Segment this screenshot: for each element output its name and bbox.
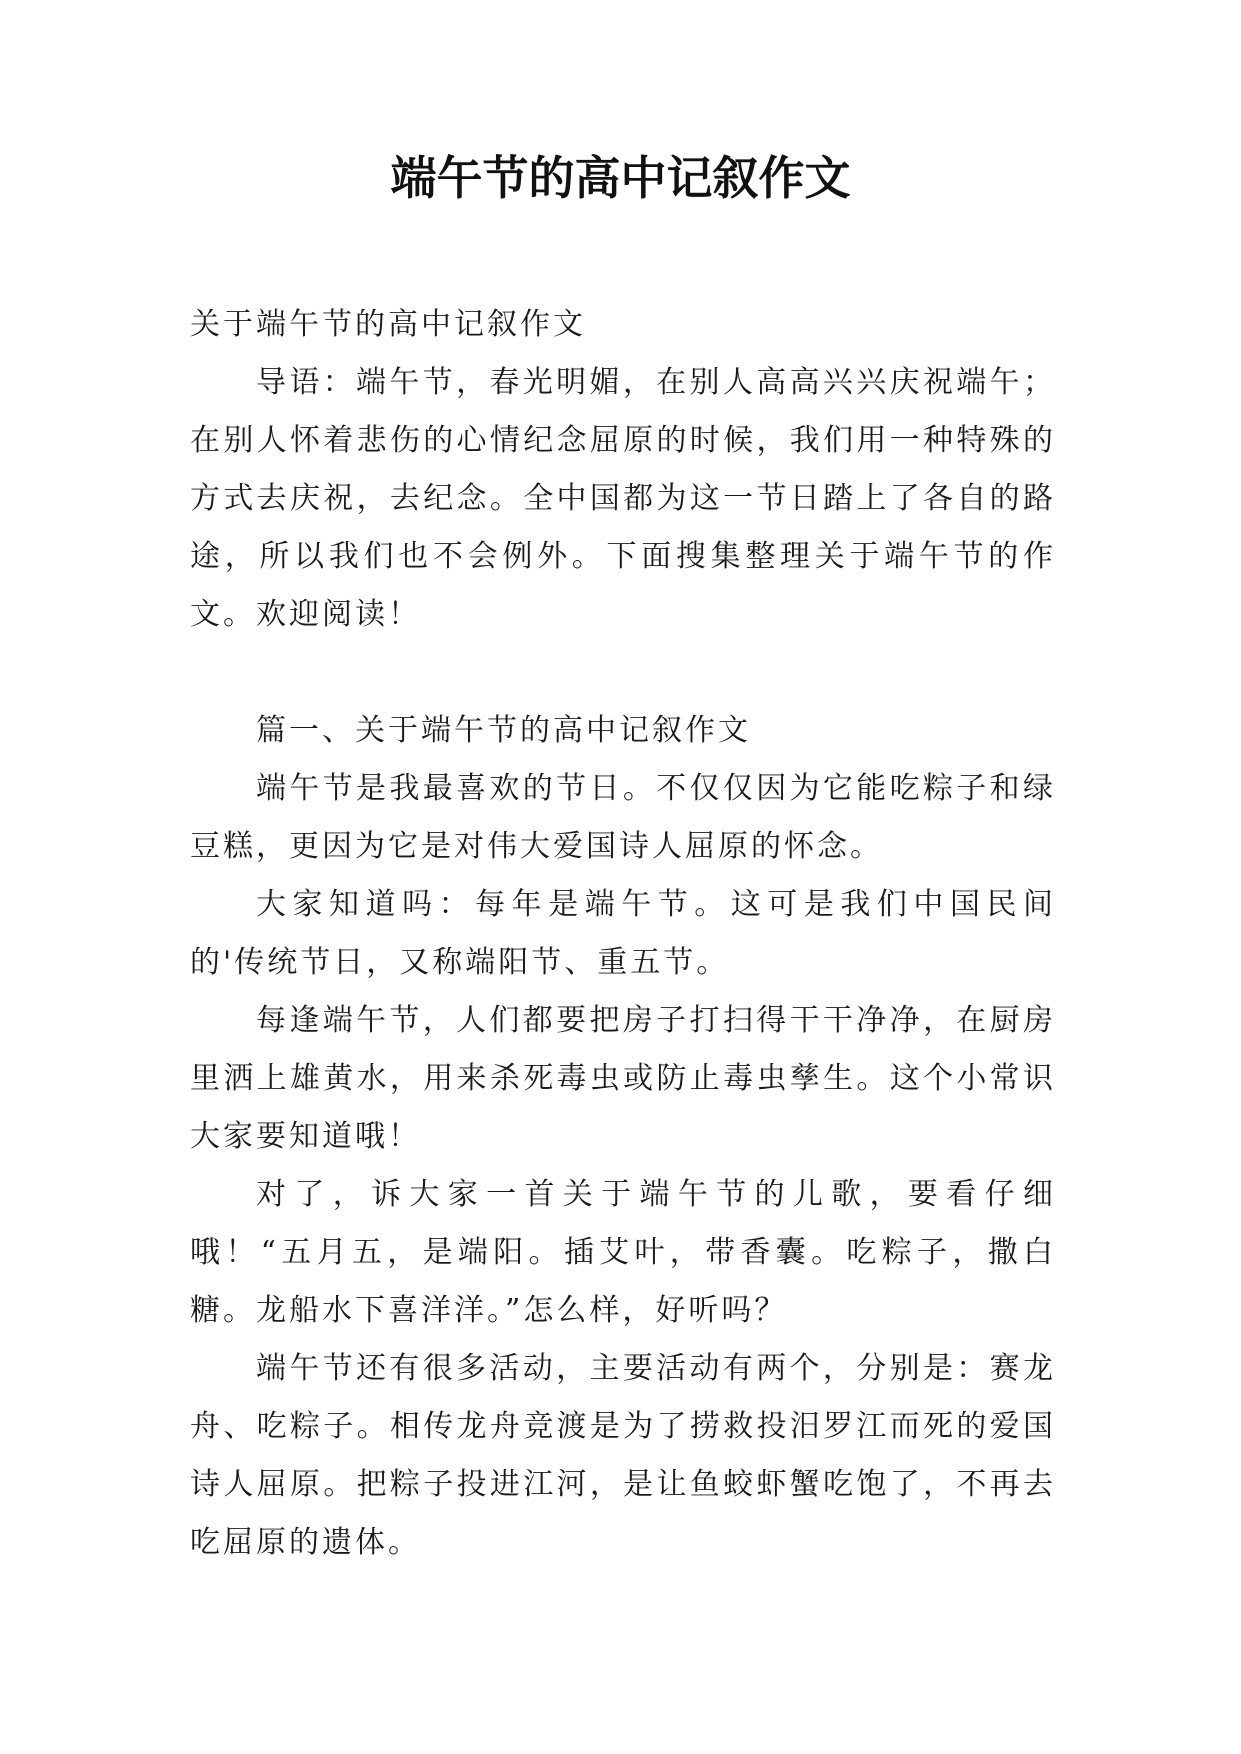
document-title: 端午节的高中记叙作文 [390, 151, 851, 205]
intro-paragraph: 导语：端午节，春光明媚，在别人高高兴兴庆祝端午；在别人怀着悲伤的心情纪念屈原的时候，我们用一种特殊的方式去庆祝，去纪念。全中国都为这一节日踏上了各自的路途，所以我们也不会例外。下面搜集整理关于端午节的作文。欢迎阅读！ [190, 365, 1056, 632]
section-heading: 篇一、关于端午节的高中记叙作文 [256, 713, 751, 748]
document-subtitle: 关于端午节的高中记叙作文 [190, 307, 586, 342]
body-paragraph: 每逢端午节，人们都要把房子打扫得干干净净，在厨房里洒上雄黄水，用来杀死毒虫或防止毒虫孳生。这个小常识大家要知道哦！ [190, 1003, 1056, 1154]
body-paragraph: 大家知道吗：每年是端午节。这可是我们中国民间的'传统节日，又称端阳节、重五节。 [190, 887, 1056, 980]
document-body [190, 296, 1056, 1572]
body-paragraph: 端午节还有很多活动，主要活动有两个，分别是：赛龙舟、吃粽子。相传龙舟竞渡是为了捞救投汨罗江而死的爱国诗人屈原。把粽子投进江河，是让鱼蛟虾蟹吃饱了，不再去吃屈原的遗体。 [190, 1351, 1056, 1560]
paragraph-spacer [190, 644, 1056, 702]
body-paragraph: 端午节是我最喜欢的节日。不仅仅因为它能吃粽子和绿豆糕，更因为它是对伟大爱国诗人屈原的怀念。 [190, 771, 1056, 864]
body-paragraph: 对了，诉大家一首关于端午节的儿歌，要看仔细哦！“五月五，是端阳。插艾叶，带香囊。吃粽子，撒白糖。龙船水下喜洋洋。”怎么样，好听吗？ [190, 1177, 1056, 1328]
